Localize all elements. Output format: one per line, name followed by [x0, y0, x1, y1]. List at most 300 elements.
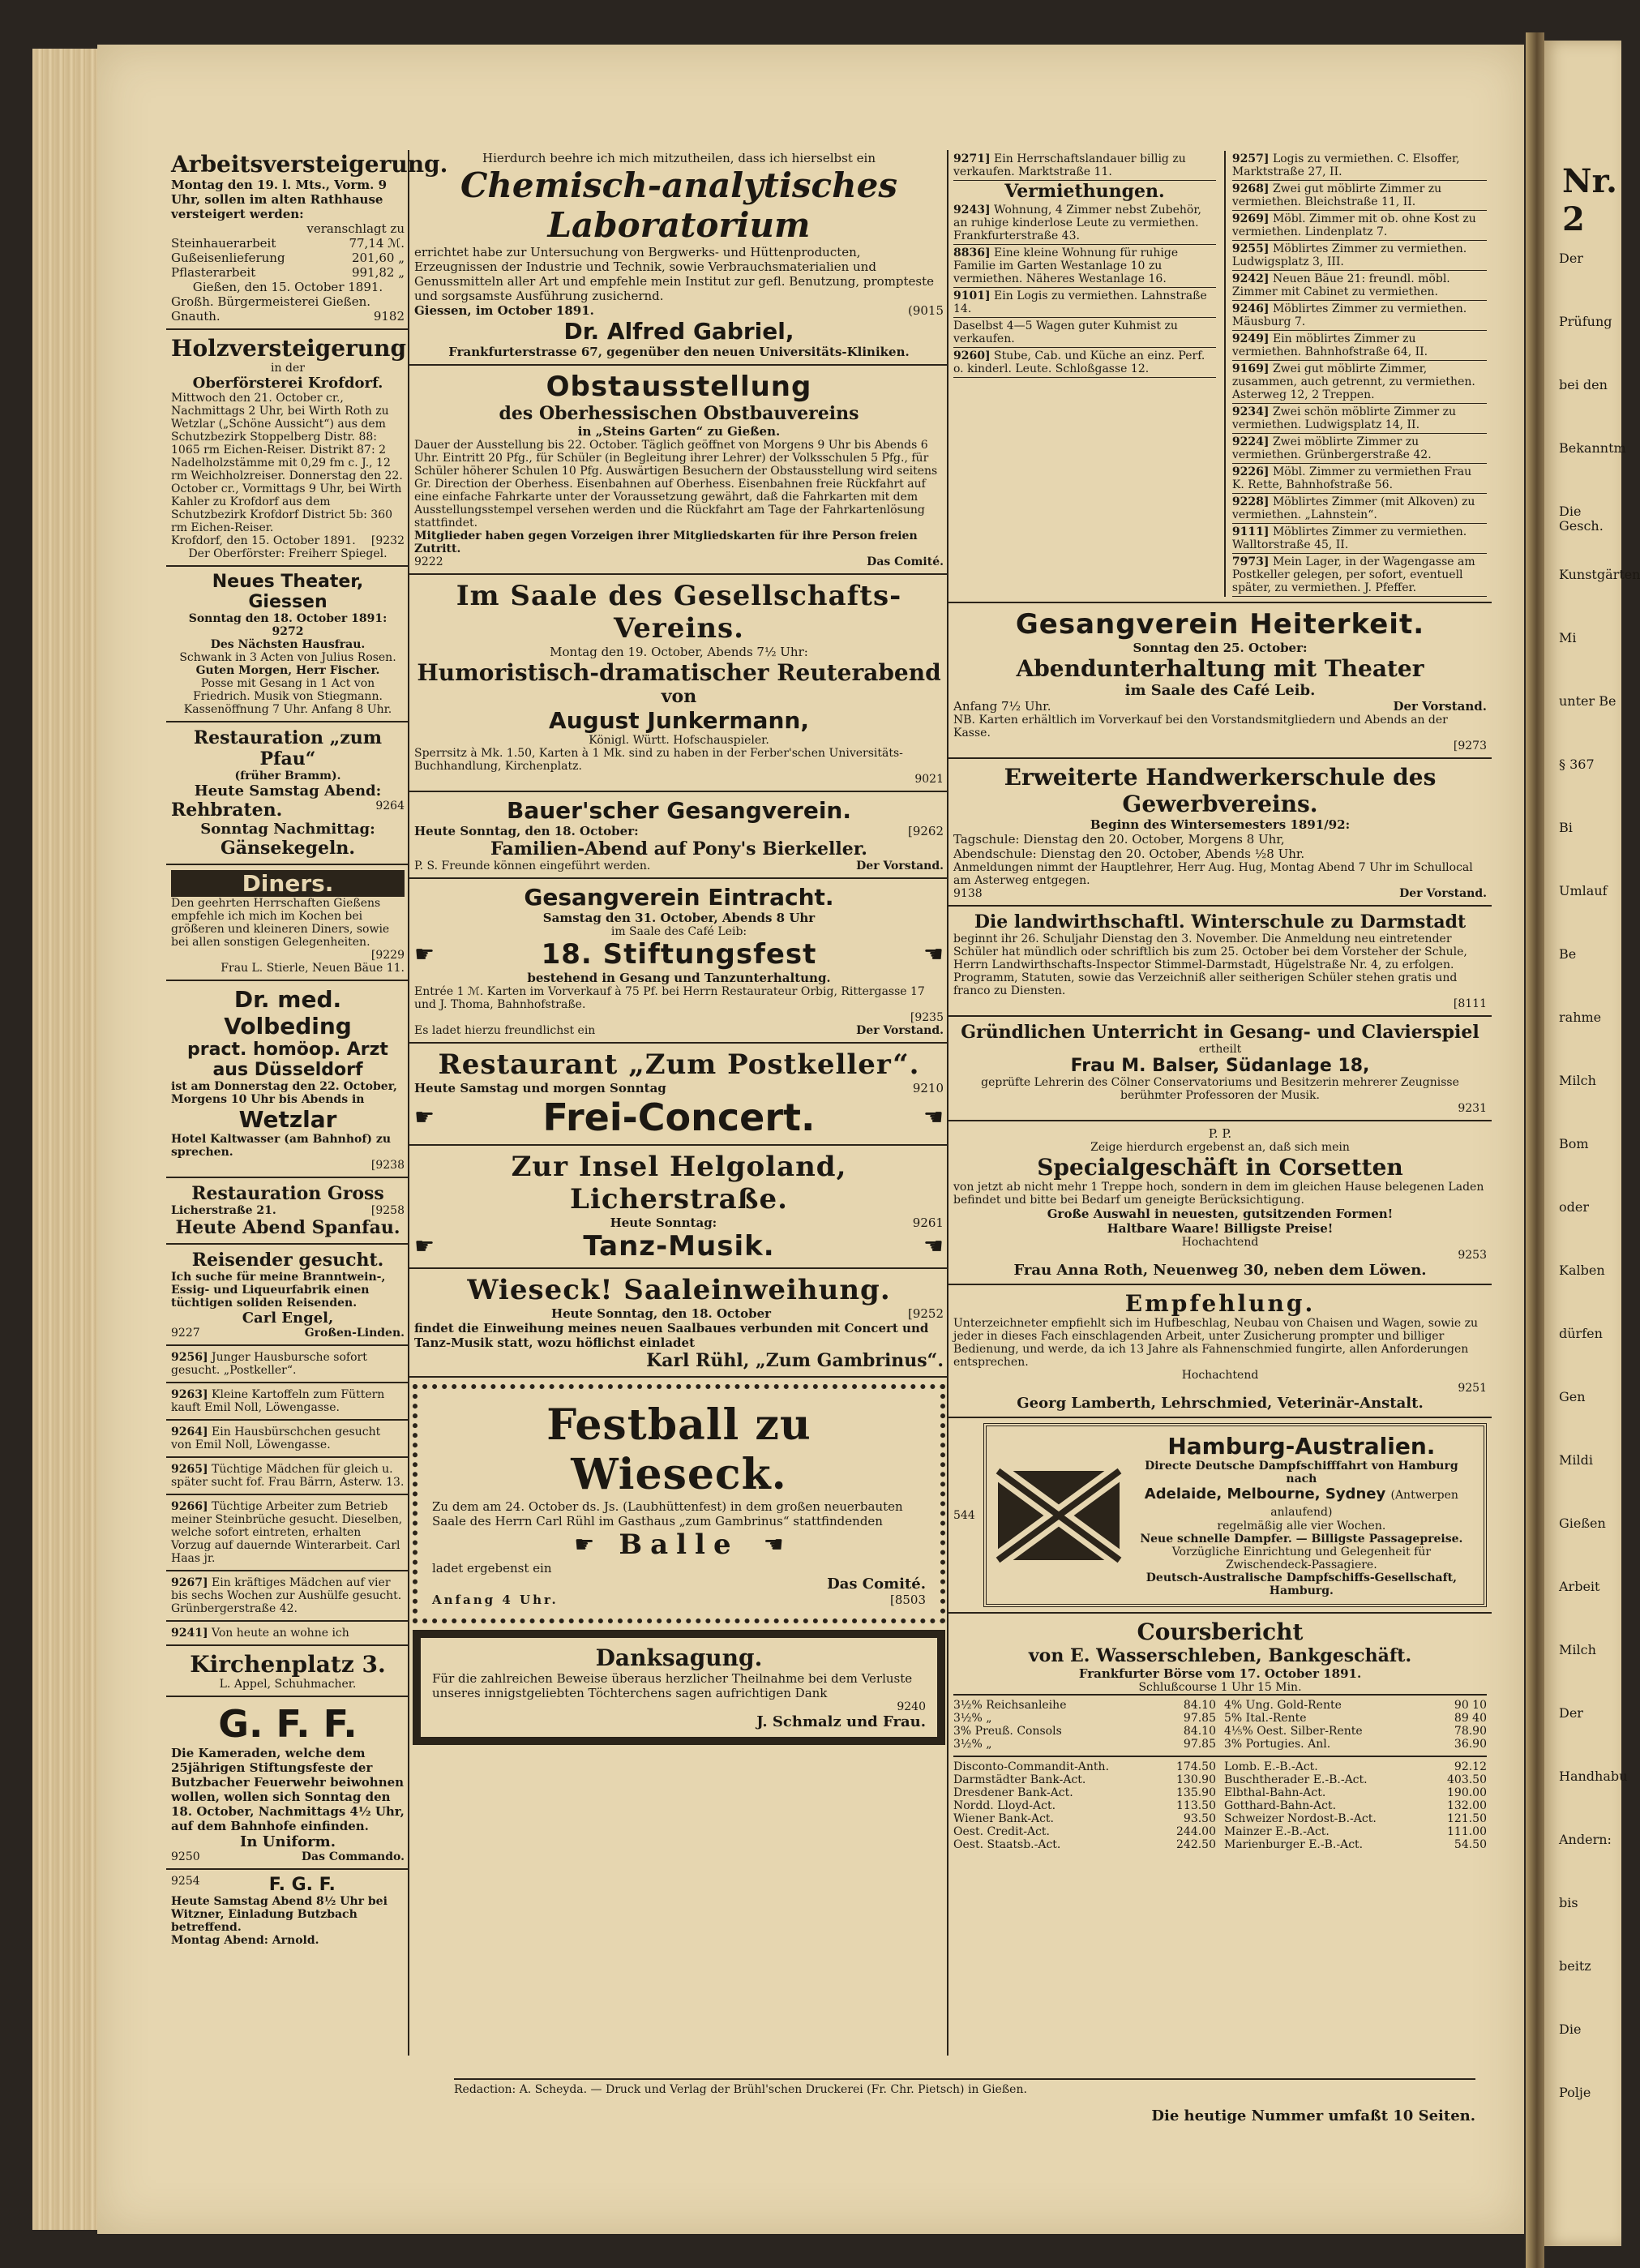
ad-number: 9263] [171, 1388, 208, 1401]
ad-body: Zu dem am 24. October ds. Js. (Laubhüttenfest) in dem großen neuerbauten Saale des Herrn Carl Rühl im Gasthaus „zum Gambrinus“ stattfindenden [432, 1499, 903, 1528]
ad-line: Neue schnelle Dampfer. — Billigste Passagepreise. [1140, 1533, 1463, 1546]
pointing-hand-icon: ☛ [414, 1233, 435, 1259]
ad-text: Mein Lager, in der Wagengasse am Postkeller gelegen, per sofort, eventuell später, zu vermiethen. J. Pfeffer. [1231, 555, 1475, 594]
book-spine [1526, 32, 1544, 2268]
price-row [171, 236, 405, 251]
price-item: Pflasterarbeit [171, 265, 256, 280]
ad-number: 7973] [1231, 555, 1270, 568]
pointing-hand-icon: ☛ [414, 1104, 435, 1130]
quote-value: 84.10 [1183, 1699, 1216, 1712]
facing-page-fragment: Bekanntm [1559, 440, 1626, 456]
ad-body: geprüfte Lehrerin des Cölner Conservatoriums und Besitzerin mehrerer Zeugnisse berühmter Professoren der Musik. [981, 1076, 1459, 1102]
ad-sign: Der Vorstand. [1393, 699, 1487, 714]
ad-number: 9231 [1458, 1102, 1487, 1115]
ad-play: Guten Morgen, Herr Fischer. [195, 664, 380, 677]
ad-kirchenplatz [166, 1646, 409, 1697]
facing-page-fragment: Kalben [1559, 1263, 1605, 1278]
ad-addr: Frankfurterstrasse 67, gegenüber den neuen Universitäts-Kliniken. [448, 345, 910, 359]
ad-dish: Rehbraten. [171, 800, 283, 821]
flag-icon [998, 1471, 1120, 1560]
classified-ad [166, 1622, 409, 1646]
ad-title: Bauer'scher Gesangverein. [506, 797, 851, 824]
ad-place: in „Steins Garten“ zu Gießen. [577, 424, 781, 439]
quote-row [953, 1773, 1216, 1786]
ad-body: findet die Einweihung meines neuen Saalbaues verbunden mit Concert und Tanz-Musik statt, wozu höflichst einladet [414, 1321, 929, 1350]
quote-row [1224, 1812, 1487, 1825]
ad-number: 9138 [953, 887, 983, 900]
pointing-hand-icon: ☛ [574, 1531, 595, 1558]
facing-page-fragment: Prüfung [1559, 314, 1612, 329]
facing-page-fragment: oder [1559, 1199, 1589, 1215]
ad-number: 8836] [953, 247, 991, 259]
ad-name: Frau M. Balser, Südanlage 18, [1070, 1056, 1370, 1076]
ad-number: 9249] [1231, 332, 1270, 345]
ad-intro: Hierdurch beehre ich mich mitzutheilen, dass ich hierselbst ein [482, 151, 876, 165]
ad-text: Tüchtige Mädchen für gleich u. später sucht fof. Frau Bärrn, Asterw. 13. [171, 1463, 405, 1489]
quote-name: 3% Preuß. Consols [953, 1725, 1062, 1738]
ad-laboratorium [409, 146, 948, 366]
quote-name: Buschtherader E.-B.-Act. [1224, 1773, 1368, 1786]
ad-sub: des Oberhessischen Obstbauvereins [499, 403, 859, 424]
ad-number: [8503 [889, 1593, 926, 1607]
facing-page-fragment: Bi [1559, 820, 1573, 835]
pointing-hand-icon: ☛ [414, 941, 435, 967]
price-row [171, 265, 405, 280]
classified-ad [166, 1571, 409, 1622]
ad-title: Diners. [171, 870, 405, 897]
ad-play: Des Nächsten Hausfrau. [210, 638, 366, 651]
ad-number: 9251 [1458, 1382, 1487, 1395]
facing-page-fragment: Mildi [1559, 1452, 1593, 1468]
ad-hotel: Hotel Kaltwasser (am Bahnhof) zu sprechen. [171, 1133, 392, 1159]
ad-line: Deutsch-Australische Dampfschiffs-Gesellschaft, Hamburg. [1145, 1571, 1457, 1597]
quote-name: Wiener Bank-Act. [953, 1812, 1054, 1825]
ad-body: Die Kameraden, welche dem 25jährigen Stiftungsfeste der Butzbacher Feuerwehr beiwohnen wollen, wollen sich Sonntag den 18. October, Nachmittags 4½ Uhr, auf dem Bahnhofe einfinden. [171, 1746, 405, 1833]
quote-value: 54.50 [1454, 1838, 1487, 1851]
facing-page-fragment: Umlauf [1559, 883, 1608, 898]
ad-number: 9271] [953, 152, 991, 165]
classified-ad [1232, 434, 1487, 464]
quote-value: 190.00 [1447, 1786, 1487, 1799]
ad-hamburg-australien [948, 1418, 1492, 1614]
ad-title: Specialgeschäft in Corsetten [1037, 1154, 1403, 1181]
quote-value: 92.12 [1454, 1760, 1487, 1773]
ad-body: Für die zahlreichen Beweise überaus herzlicher Theilnahme bei dem Verluste unseres innigstgeliebten Töchterchens sagen aufrichtigen Dank [432, 1671, 913, 1700]
ad-obstausstellung [409, 366, 948, 575]
ad-helgoland [409, 1146, 948, 1269]
price-item: Gußeisenlieferung [171, 251, 285, 265]
quote-name: Elbthal-Bahn-Act. [1224, 1786, 1326, 1799]
quote-value: 97.85 [1183, 1712, 1216, 1725]
ad-city: Wetzlar [238, 1106, 337, 1133]
ad-date: Krofdorf, den 15. October 1891. [171, 534, 356, 547]
section-title: Vermiethungen. [1004, 181, 1165, 202]
facing-page-fragment: Gießen [1559, 1516, 1606, 1531]
ad-event: Familien-Abend auf Pony's Bierkeller. [490, 838, 867, 860]
ad-title: Empfehlung. [1124, 1290, 1316, 1317]
ad-line: Tagschule: Dienstag den 20. October, Morgens 8 Uhr, [953, 832, 1285, 847]
ad-title: Erweiterte Handwerkerschule des Gewerbvereins. [1004, 764, 1437, 817]
ad-number: 9182 [373, 309, 405, 324]
ad-theater [166, 567, 409, 722]
ad-title: Gründlichen Unterricht in Gesang- und Clavierspiel [961, 1022, 1479, 1043]
ad-gff [166, 1697, 409, 1870]
ad-event: Frei-Concert. [542, 1095, 816, 1139]
quote-value: 244.00 [1176, 1825, 1216, 1838]
ad-name: Carl Engel, [242, 1310, 334, 1327]
facing-page-fragment: Gen [1559, 1389, 1586, 1404]
ad-place: im Saale des Café Leib. [1124, 682, 1316, 699]
quote-name: 3% Portugies. Anl. [1224, 1738, 1331, 1751]
ad-reisender [166, 1245, 409, 1346]
quote-value: 121.50 [1447, 1812, 1487, 1825]
quote-value: 84.10 [1183, 1725, 1216, 1738]
quote-row [1224, 1786, 1487, 1799]
ad-text: Zwei schön möblirte Zimmer zu vermiethen. Ludwigsplatz 14, II. [1231, 405, 1457, 431]
classified-ad [1232, 151, 1487, 181]
ad-name: August Junkermann, [549, 707, 809, 734]
imprint: Redaction: A. Scheyda. — Druck und Verlag der Brühl'schen Druckerei (Fr. Chr. Pietsch) in Gießen. [454, 2083, 1027, 2096]
quote-row [953, 1799, 1216, 1812]
ad-number: 9243] [953, 204, 991, 217]
ad-date: Heute Samstag und morgen Sonntag [414, 1081, 666, 1095]
quote-row [1224, 1725, 1487, 1738]
classified-ad [166, 1421, 409, 1458]
quote-name: Dresdener Bank-Act. [953, 1786, 1073, 1799]
ad-line: Heute Samstag Abend: [194, 782, 382, 800]
ad-text: Ein Logis zu vermiethen. Lahnstraße 14. [953, 289, 1207, 315]
facing-page-fragment: Milch [1559, 1642, 1596, 1657]
ad-holzversteigerung [166, 330, 409, 567]
classified-ad [166, 1383, 409, 1421]
ad-sign: Der Vorstand. [856, 1024, 944, 1037]
ad-text: Ein möblirtes Zimmer zu vermiethen. Bahnhofstraße 64, II. [1231, 332, 1428, 358]
ad-text: Zwei gut möblirte Zimmer zu vermiethen. Bleichstraße 11, II. [1231, 182, 1442, 208]
facing-page [1544, 41, 1640, 2246]
quote-name: Lomb. E.-B.-Act. [1224, 1760, 1318, 1773]
quote-row [1224, 1773, 1487, 1786]
ad-body: von jetzt ab nicht mehr 1 Treppe hoch, sondern in dem im gleichen Hause belegenen Laden befindet und bitte bei Bedarf um geneigte Berücksichtigung. [953, 1181, 1484, 1207]
ad-body: Mittwoch den 21. October cr., Nachmittags 2 Uhr, bei Wirth Roth zu Wetzlar („Schöne Aussicht“) aus dem Schutzbezirk Stoppelberg Distr. 88: 1065 rm Eichen-Reiser. Distrikt 87: 2 Nadelholzstämme mit 0,29 fm c. J., 12 rm Weichholzreiser. Donnerstag den 22. October cr., Vormittags 9 Uhr, bei Wirth Kahler zu Krofdorf aus dem Schutzbezirk Krofdorf District 5b: 360 rm Eichen-Reiser. [171, 392, 403, 534]
ad-intro: Zeige hierdurch ergebenst an, daß sich mein [1090, 1141, 1350, 1154]
ad-sub: von E. Wasserschleben, Bankgeschäft. [1028, 1645, 1412, 1666]
ad-text: Ein kräftiges Mädchen auf vier bis sechs Wochen zur Aushülfe gesucht. Grünbergerstraße 42. [171, 1576, 402, 1615]
ad-title: Zur Insel Helgoland, Licherstraße. [511, 1151, 847, 1215]
ad-title: G. F. F. [218, 1702, 358, 1746]
ad-date: Montag den 19. October, Abends 7½ Uhr: [550, 645, 808, 659]
ad-event: Abendunterhaltung mit Theater [1016, 655, 1424, 682]
ad-title: F. G. F. [268, 1875, 336, 1895]
ad-postkeller [409, 1044, 948, 1146]
column-right [948, 146, 1492, 1856]
pointing-hand-icon: ☚ [923, 1104, 944, 1130]
quote-name: Oest. Credit-Act. [953, 1825, 1050, 1838]
facing-page-fragment: bis [1559, 1895, 1578, 1910]
classified-ad [1232, 464, 1487, 494]
quote-name: 3½% Reichsanleihe [953, 1699, 1067, 1712]
ad-title: Chemisch-analytisches Laboratorium [460, 165, 898, 245]
classified-ad [953, 318, 1216, 348]
ad-desc: Posse mit Gesang in 1 Act von Friedrich. Musik von Stiegmann. [193, 677, 383, 703]
ad-date: Heute Sonntag, den 18. October [550, 1306, 772, 1321]
ad-body: Den geehrten Herrschaften Gießens empfehle ich mich im Kochen bei größeren und kleineren Diners, sowie bei allen sonstigen Gelegenheiten. [171, 897, 390, 949]
ad-line: Frankfurter Börse vom 17. October 1891. [1078, 1666, 1362, 1681]
facing-page-fragment: bei den [1559, 377, 1608, 392]
quote-name: Nordd. Lloyd-Act. [953, 1799, 1056, 1812]
ad-number: 9269] [1231, 212, 1270, 225]
classified-ad [953, 151, 1216, 181]
ad-eintracht [409, 879, 948, 1044]
ad-title: Reisender gesucht. [191, 1250, 384, 1271]
quote-name: Darmstädter Bank-Act. [953, 1773, 1086, 1786]
quote-name: 4⅕% Oest. Silber-Rente [1224, 1725, 1363, 1738]
classified-ad [1232, 361, 1487, 404]
ad-number: [9252 [907, 1306, 944, 1321]
ad-corsetten [948, 1121, 1492, 1285]
ad-coursbericht [948, 1614, 1492, 1856]
ad-title: Holzversteigerung [171, 335, 407, 362]
ad-line: Schlußcourse 1 Uhr 15 Min. [1138, 1681, 1302, 1694]
page-footer [454, 2078, 1475, 2124]
ad-line: Sonntag den 18. October 1891: 9272 [188, 612, 388, 638]
quote-value: 242.50 [1176, 1838, 1216, 1851]
column-middle [409, 146, 948, 1751]
ad-bold: Mitglieder haben gegen Vorzeigen ihrer Mitgliedskarten für ihre Person freien Zutritt. [414, 529, 918, 555]
price-row [171, 251, 405, 265]
ad-title: Gesangverein Heiterkeit. [1015, 608, 1425, 641]
ad-text: Möblirtes Zimmer zu vermiethen. Mäusburg 7. [1231, 302, 1467, 328]
quote-row [953, 1825, 1216, 1838]
ad-empfehlung [948, 1285, 1492, 1418]
ad-invite: Es ladet hierzu freundlichst ein [414, 1024, 596, 1037]
ad-sign: Das Commando. [301, 1850, 405, 1863]
quote-value: 132.00 [1447, 1799, 1487, 1812]
facing-page-fragment: Die Gesch. [1559, 504, 1604, 534]
facing-page-fragment: dürfen [1559, 1326, 1603, 1341]
quote-row [1224, 1760, 1487, 1773]
quote-row [953, 1725, 1216, 1738]
ad-desc: Schwank in 3 Acten von Julius Rosen. [179, 651, 396, 664]
ad-number: [9229 [370, 949, 405, 962]
price-value: 201,60 „ [351, 251, 405, 265]
ad-sub: ertheilt [1198, 1043, 1242, 1056]
ad-sign: Karl Rühl, „Zum Gambrinus“. [646, 1350, 944, 1371]
classified-ad [166, 1495, 409, 1571]
facing-page-fragment: Andern: [1559, 1832, 1612, 1847]
ad-dish: Gänsekegeln. [220, 838, 356, 859]
quote-name: Oest. Staatsb.-Act. [953, 1838, 1061, 1851]
ad-number: 9210 [912, 1081, 944, 1095]
classified-ad [1232, 524, 1487, 554]
ad-sign: Das Comité. [867, 555, 944, 568]
quote-name: Mainzer E.-B.-Act. [1224, 1825, 1330, 1838]
ad-text: Möblirtes Zimmer zu vermiethen. Walltorstraße 45, II. [1231, 525, 1467, 551]
ad-title: Restauration „zum Pfau“ [193, 727, 383, 770]
ad-number: [9235 [910, 1011, 944, 1024]
ad-number: 9268] [1231, 182, 1270, 195]
ad-line: Sonntag Nachmittag: [200, 821, 375, 838]
quote-row [1224, 1712, 1487, 1725]
quote-value: 93.50 [1183, 1812, 1216, 1825]
ad-title: Die landwirthschaftl. Winterschule zu Darmstadt [974, 911, 1467, 932]
ad-title: Obstausstellung [546, 371, 812, 403]
ad-text: Eine kleine Wohnung für ruhige Familie im Garten Westanlage 10 zu vermiethen. Näheres Westanlage 16. [953, 247, 1179, 285]
ad-title: Danksagung. [595, 1644, 763, 1671]
facing-page-fragment: Bom [1559, 1136, 1589, 1151]
ad-body: Heute Samstag Abend 8½ Uhr bei Witzner, Einladung Butzbach betreffend. [171, 1895, 388, 1934]
ad-time: Anfang 4 Uhr. [432, 1593, 559, 1607]
quote-row [953, 1838, 1216, 1851]
ad-sub: in der [271, 362, 305, 375]
ad-place: im Saale des Café Leib: [610, 925, 747, 938]
ad-gesangunterricht [948, 1017, 1492, 1121]
classified-ad [1232, 241, 1487, 271]
quote-row [1224, 1838, 1487, 1851]
quote-row [953, 1712, 1216, 1725]
ad-number: 9246] [1231, 302, 1270, 315]
ad-sign: Der Vorstand. [856, 860, 944, 872]
ad-body: beginnt ihr 26. Schuljahr Dienstag den 3. November. Die Anmeldung neu eintretender Schüler hat mündlich oder schriftlich bis zum 25. October bei dem Vorsteher der Schule, Herrn Landwirthschafts-Inspector Stimmel-Darmstadt, Hügelstraße Nr. 4, zu erfolgen. Programm, Statuten, sowie das Verzeichniß aller seitherigen Schüler stehen gratis und franco zu Diensten. [953, 932, 1467, 997]
ad-line: (Antwerpen anlaufend) [1270, 1489, 1458, 1519]
ad-text: Ein Herrschaftslandauer billig zu verkaufen. Marktstraße 11. [953, 152, 1186, 178]
ad-text: Daselbst 4—5 Wagen guter Kuhmist zu verkaufen. [953, 319, 1178, 345]
ad-sub: bestehend in Gesang und Tanzunterhaltung. [527, 971, 831, 985]
ad-title: Neues Theater, Giessen [212, 572, 364, 612]
ad-line: Abendschule: Dienstag den 20. October, Abends ½8 Uhr. [953, 847, 1305, 861]
quote-name: 5% Ital.-Rente [1224, 1712, 1307, 1725]
facing-page-fragment: § 367 [1559, 757, 1595, 772]
ad-greet: Hochachtend [1181, 1369, 1259, 1382]
ad-text: Möblirtes Zimmer (mit Alkoven) zu vermiethen. „Lahnstein“. [1231, 495, 1475, 521]
ad-number: 9261 [912, 1215, 944, 1230]
ad-block-small [948, 146, 1492, 603]
ad-number: 9267] [171, 1576, 208, 1589]
classified-ad [1232, 211, 1487, 241]
classified-ad [1232, 271, 1487, 301]
quote-row [953, 1738, 1216, 1751]
quote-name: Schweizer Nordost-B.-Act. [1224, 1812, 1377, 1825]
ad-number: 9250 [171, 1850, 200, 1863]
quote-name: 4% Ung. Gold-Rente [1224, 1699, 1342, 1712]
ad-body: Anmeldungen nimmt der Hauptlehrer, Herr Aug. Hug, Montag Abend 7 Uhr im Schullocal am Asterweg entgegen. [953, 861, 1473, 887]
ad-role: Königl. Württ. Hofschauspieler. [589, 734, 769, 747]
quote-value: 174.50 [1176, 1760, 1216, 1773]
ad-name: Dr. Alfred Gabriel, [563, 318, 794, 345]
quote-name: 3½% „ [953, 1738, 992, 1751]
ad-arbeitsversteigerung [166, 146, 448, 330]
quote-name: Gotthard-Bahn-Act. [1224, 1799, 1337, 1812]
ad-title: Im Saale des Gesellschafts-Vereins. [456, 580, 902, 645]
ad-body: Entrée 1 ℳ. Karten im Vorverkauf à 75 Pf. bei Herrn Restaurateur Orbig, Rittergasse 17 und J. Thoma, Bahnhofstraße. [414, 985, 925, 1011]
ad-title: Gesangverein Eintracht. [524, 884, 834, 911]
facing-page-fragment: Kunstgärten [1559, 567, 1640, 582]
ad-body: NB. Karten erhältlich im Vorverkauf bei den Vorstandsmitgliedern und Abends an der Kasse. [953, 714, 1448, 740]
ad-greet: Hochachtend [1181, 1236, 1259, 1249]
ad-pp: P. P. [1208, 1126, 1232, 1141]
quote-value: 89 40 [1454, 1712, 1487, 1725]
price-value: 991,82 „ [351, 265, 405, 280]
ad-body: errichtet habe zur Untersuchung von Bergwerks- und Hüttenproducten, Erzeugnissen der Industrie und Technik, sowie Verbrauchsmaterialien und Genussmitteln aller Art und empfehle mein Institut zur gefl. Benutzung, prompteste und sorgsamste Ausführung zusichernd. [414, 245, 935, 303]
ad-number: 9242] [1231, 272, 1270, 285]
ad-sign: Der Oberförster: Freiherr Spiegel. [188, 547, 388, 560]
ad-number: 9227 [171, 1327, 200, 1340]
ad-start: Anfang 7½ Uhr. [953, 699, 1051, 714]
ad-text: Zwei möblirte Zimmer zu vermiethen. Grünbergerstraße 42. [1231, 435, 1432, 461]
ad-number: 9226] [1231, 465, 1270, 478]
ad-ps: P. S. Freunde können eingeführt werden. [414, 860, 651, 872]
ad-text: Stube, Cab. und Küche an einz. Perf. o. kinderl. Leute. Schloßgasse 12. [953, 349, 1205, 375]
ad-title: Restaurant „Zum Postkeller“. [438, 1048, 920, 1081]
ad-title: Restauration Gross [191, 1183, 384, 1204]
ad-number: [8111 [1453, 997, 1487, 1010]
ad-text: Möbl. Zimmer zu vermiethen Frau K. Rette, Bahnhofstraße 56. [1231, 465, 1472, 491]
ad-line: Vorzügliche Einrichtung und Gelegenheit für Zwischendeck-Passagiere. [1171, 1546, 1432, 1571]
facing-page-fragment: Polje [1559, 2085, 1591, 2100]
facing-page-fragment: beitz [1559, 1958, 1591, 1974]
quote-value: 111.00 [1447, 1825, 1487, 1838]
ad-number: 9169] [1231, 362, 1270, 375]
ad-date: Heute Sonntag: [610, 1215, 717, 1230]
ad-danksagung [413, 1630, 945, 1745]
quote-row [953, 1786, 1216, 1799]
quote-row [1224, 1825, 1487, 1838]
ad-number: 9101] [953, 289, 991, 302]
ad-sign: L. Appel, Schuhmacher. [219, 1678, 357, 1691]
ad-number: 9265] [171, 1463, 208, 1476]
ad-body: Sperrsitz à Mk. 1.50, Karten à 1 Mk. sind zu haben in der Ferber'schen Universitäts-Buchhandlung, Kirchenplatz. [414, 747, 903, 773]
ad-festball [413, 1384, 945, 1623]
ad-name: Gnauth. [171, 309, 221, 324]
ad-gross [166, 1178, 409, 1245]
ad-invite: ladet ergebenst ein [432, 1561, 552, 1576]
ad-date: Giessen, im October 1891. [414, 303, 594, 318]
classified-ad [953, 202, 1216, 245]
ad-sub: Beginn des Wintersemesters 1891/92: [1090, 817, 1351, 832]
ad-sub: pract. homöop. Arzt aus Düsseldorf [187, 1040, 388, 1080]
classified-ad [166, 1458, 409, 1495]
ad-label: veranschlagt zu [306, 221, 405, 236]
ad-text: Neuen Bäue 21: freundl. möbl. Zimmer mit Cabinet zu vermiethen. [1231, 272, 1450, 298]
quote-value: 135.90 [1176, 1786, 1216, 1799]
ad-text: Möbl. Zimmer mit ob. ohne Kost zu vermiethen. Lindenplatz 7. [1231, 212, 1476, 238]
ad-sub: Oberförsterei Krofdorf. [192, 375, 383, 392]
ad-heiterkeit [948, 603, 1492, 759]
quote-value: 113.50 [1176, 1799, 1216, 1812]
ad-number: 9254 [171, 1875, 200, 1888]
ad-date: Samstag den 31. October, Abends 8 Uhr [542, 911, 816, 925]
ad-text: Möblirtes Zimmer zu vermiethen. Ludwigsplatz 3, III. [1231, 242, 1467, 268]
ad-sign: Das Comité. [827, 1576, 926, 1593]
ad-gesellschaftsverein [409, 575, 948, 792]
ad-number: [9238 [370, 1159, 405, 1172]
quote-name: Disconto-Commandit-Anth. [953, 1760, 1110, 1773]
facing-page-fragment: rahme [1559, 1010, 1602, 1025]
ad-sign: Georg Lamberth, Lehrschmied, Veterinär-Anstalt. [1017, 1395, 1424, 1412]
ad-body: Unterzeichneter empfiehlt sich im Hufbeschlag, Neubau von Chaisen und Wagen, sowie zu jeder in dieses Fach einschlagenden Arbeit, unter Zusicherung prompter und billiger Bedienung, und werde, da ich 13 Jahre als Fahnenschmied fungirte, allen Anforderungen entsprechen. [953, 1317, 1478, 1369]
ad-number: [9232 [370, 534, 405, 547]
ad-event: Humoristisch-dramatischer Reuterabend [417, 659, 941, 686]
quote-name: 3½% „ [953, 1712, 992, 1725]
ad-text: Junger Hausbursche sofort gesucht. „Postkeller“. [171, 1351, 367, 1377]
facing-page-fragment: Mi [1559, 630, 1577, 645]
pointing-hand-icon: ☚ [923, 941, 944, 967]
pointing-hand-icon: ☚ [923, 1233, 944, 1259]
ad-number: 9241] [171, 1627, 208, 1640]
ad-number: (9015 [907, 303, 944, 318]
facing-page-fragment: Be [1559, 946, 1577, 962]
ad-volbeding [166, 981, 409, 1178]
ad-number: 9111] [1231, 525, 1270, 538]
